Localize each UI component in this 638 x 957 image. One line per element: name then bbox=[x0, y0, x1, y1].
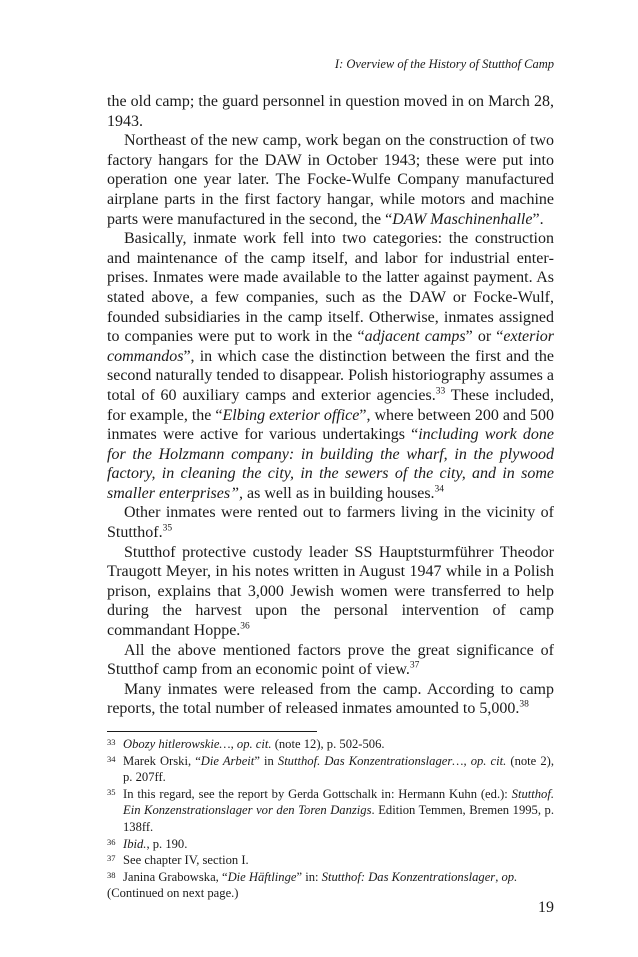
footnote-divider bbox=[107, 731, 317, 732]
paragraph: the old camp; the guard personnel in question moved in on March 28, 1943. bbox=[107, 93, 554, 130]
paragraph: All the above mentioned factors prove the great significance of Stutthof camp from an economic point of view.$^{37}$ bbox=[107, 641, 554, 679]
footnotes bbox=[107, 736, 554, 902]
body-text bbox=[107, 92, 554, 719]
footnote-ref: 33 bbox=[435, 386, 446, 397]
running-head: I: Overview of the History of Stutthof Camp bbox=[334, 57, 554, 71]
footnote: 34 Marek Orski, “Die Arbeit” in Stutthof. Das Konzentrationslager…, op. cit. (note 2), p. 207ff. bbox=[107, 753, 554, 785]
paragraph: Many inmates were released from the camp. According to camp reports, the total number of released inmates amounted to 5,000.38 bbox=[107, 680, 554, 718]
footnote: 33 Obozy hitlerowskie…, op. cit. (note 12), p. 502-506. bbox=[107, 737, 385, 751]
paragraph: Basically, inmate work fell into two categories: the construction and maintenance of the camp itself, and labor for industrial enterprises. Inmates were made available to the latter against payment. As stated above, a few companies, such as the DAW or Focke-Wulf, founded subsidiaries in the camp itself. Otherwise, inmates assigned to companies were put to work in the “adjacent camps” or “exterior commandos”, in which case the distinction between the first and the second naturally tended to disappear. Polish historiography assumes a total of 60 auxiliary camps and exterior agencies.$^{33}$ These included, for example, the “Elbing exterior office”, where between 200 and 500 inmates were active for various undertakings “including work done for the Holzmann company: in building the wharf, in the plywood factory, in cleaning the city, in the sewers of the city, and in some smaller enterprises”, as well as in building houses.$^{34}$ bbox=[107, 230, 555, 502]
footnote: 37 See chapter IV, section I. bbox=[107, 853, 249, 868]
paragraph: Stutthof protective custody leader SS Hauptsturmführer Theodor Traugott Meyer, in his notes written in August 1947 while in a Polish prison, explains that 3,000 Jewish women were transferred to help during the harvest upon the personal intervention of camp commandant Hoppe.$^{36}$ bbox=[107, 543, 554, 640]
footnote: 35 In this regard, see the report by Gerda Gottschalk in: Hermann Kuhn (ed.): Stutthof. Ein Konzenstrationslager vor den Toren Danzigs. Edition Temmen, Bremen 1995, p. 138ff. bbox=[107, 786, 554, 834]
footnote-ref: 35 bbox=[162, 523, 173, 534]
footnote-number: 33 bbox=[107, 737, 116, 747]
paragraph: Other inmates were rented out to farmers living in the vicinity of Stutthof.$^{35}$ bbox=[107, 504, 554, 542]
footnote-number: 34 bbox=[107, 753, 116, 764]
footnote-ref: 34 bbox=[434, 484, 445, 495]
footnote-number: 36 bbox=[107, 836, 116, 847]
continuation-note: (Continued on next page.) bbox=[107, 886, 239, 901]
footnote: 38 Janina Grabowska, “Die Häftlinge” in: Stutthof: Das Konzentrationslager, op. bbox=[107, 869, 518, 884]
footnote-number: 38 bbox=[107, 869, 116, 880]
footnote-ref: 36 bbox=[240, 621, 250, 632]
footnote: 36 Ibid., p. 190. bbox=[107, 836, 188, 851]
footnote-number: 37 bbox=[107, 853, 116, 864]
footnote-ref: 38 bbox=[519, 700, 529, 711]
paragraph: Northeast of the new camp, work began on the construction of two factory hangars for the DAW in October 1943; these were put into operation one year later. The Focke-Wulfe Company manufactured airplane parts in the first factory hangar, while motors and machine parts were manufactured in the second, the “DAW Maschinenhalle”. bbox=[107, 132, 554, 228]
page-number: 19 bbox=[538, 899, 554, 916]
footnote-ref: 37 bbox=[409, 660, 420, 671]
footnote-number: 35 bbox=[107, 786, 116, 797]
